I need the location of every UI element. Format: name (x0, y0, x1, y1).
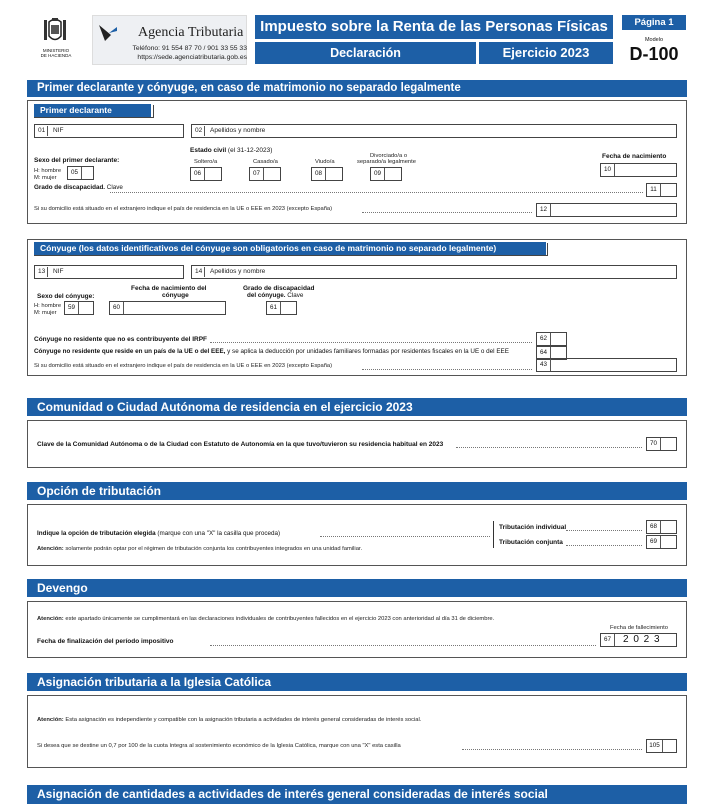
iglesia-attention-bold: Atención: (37, 717, 64, 723)
field-number-59: 59 (65, 302, 79, 314)
field-number-01: 01 (36, 126, 48, 136)
divorciado-label-1: Divorciado/a o (370, 153, 408, 159)
conyuge-no-residente-checkbox[interactable] (536, 332, 567, 346)
form-title: Impuesto sobre la Renta de las Personas Físicas (255, 15, 613, 39)
opcion-attention-rest: solamente podrán optar por el régimen de tributación conjunta los contribuyentes integrados en una unidad familiar. (63, 546, 363, 552)
section-title-iglesia: Asignación tributaria a la Iglesia Católica (27, 673, 687, 691)
devengo-fin-label: Fecha de finalización del período impositivo (37, 638, 174, 645)
field-number-69: 69 (647, 536, 661, 548)
fecha-fallecimiento-field[interactable] (600, 633, 677, 647)
field-number-14: 14 (193, 267, 205, 277)
field-number-12: 12 (537, 204, 551, 216)
conyuge-no-residente-label: Cónyuge no residente que no es contribuyente del IRPF (34, 336, 207, 343)
field-number-10: 10 (601, 164, 615, 176)
conyuge-discapacidad-label-1: Grado de discapacidad (243, 285, 315, 292)
section-title-declarantes: Primer declarante y cónyuge, en caso de matrimonio no separado legalmente (27, 80, 687, 97)
conyuge-discapacidad-text: del cónyuge. (247, 292, 286, 299)
section-title-comunidad: Comunidad o Ciudad Autónoma de residencia en el ejercicio 2023 (27, 398, 687, 416)
discapacidad-clave: Clave (105, 184, 123, 191)
conyuge-nacimiento-label-1: Fecha de nacimiento del (131, 285, 207, 292)
comunidad-clave-text: Clave de la Comunidad Autónoma o de la Ciudad con Estatuto de Autonomía en la que tuvo/tuvieron su residencia habitual en 2023 (37, 441, 444, 448)
agency-url: https://sede.agenciatributaria.gob.es (137, 54, 247, 61)
devengo-frame (27, 601, 687, 658)
field-number-13: 13 (36, 267, 48, 277)
conyuge-apellidos-field[interactable] (191, 265, 677, 279)
opcion-attention (37, 546, 362, 552)
form-subtitle-ejercicio: Ejercicio 2023 (479, 42, 613, 64)
tributacion-conjunta-checkbox[interactable] (646, 535, 677, 549)
field-number-61: 61 (267, 302, 281, 314)
pais-residencia-field-2[interactable] (536, 358, 677, 372)
pais-residencia-field-1[interactable] (536, 203, 677, 217)
agency-name: Agencia Tributaria (138, 25, 244, 40)
estado-civil-date: (el 31-12-2023) (226, 147, 273, 154)
conyuge-nacimiento-label-2: cónyuge (162, 292, 189, 299)
tab-conyuge: Cónyuge (los datos identificativos del cónyuge son obligatorios en caso de matrimonio no separado legalmente) (34, 242, 546, 255)
opcion-question (37, 530, 280, 537)
section-title-interes-social: Asignación de cantidades a actividades de interés general consideradas de interés social (27, 785, 687, 804)
conyuge-sexo-field[interactable] (64, 301, 94, 315)
tributacion-individual-label: Tributación individual (499, 524, 567, 531)
model-label: Modelo (644, 37, 664, 43)
field-number-43: 43 (537, 359, 551, 371)
section-title-opcion: Opción de tributación (27, 482, 687, 500)
iglesia-checkbox[interactable] (646, 739, 677, 753)
conyuge-ue-rest: y se aplica la deducción por unidades familiares formadas por residentes fiscales en la UE o del EEE (225, 348, 509, 355)
viudo-checkbox[interactable] (311, 167, 343, 181)
field-number-02: 02 (193, 126, 205, 136)
casado-checkbox[interactable] (249, 167, 281, 181)
comunidad-field[interactable] (646, 437, 677, 451)
sexo-opt-m: M: mujer (34, 175, 57, 181)
devengo-attention-bold: Atención: (37, 616, 64, 622)
tributacion-individual-checkbox[interactable] (646, 520, 677, 534)
iglesia-attention (37, 717, 421, 723)
viudo-label: Viudo/a (315, 159, 335, 165)
agency-block (92, 15, 247, 65)
conyuge-sexo-opt-m: M: mujer (34, 310, 57, 316)
field-number-05: 05 (68, 167, 82, 179)
discapacidad-text: Grado de discapacidad. (34, 184, 106, 191)
apellidos-nombre-field[interactable] (191, 124, 677, 138)
divorciado-label-2: separado/a legalmente (357, 159, 416, 165)
field-number-68: 68 (647, 521, 661, 533)
casado-label: Casado/a (253, 159, 278, 165)
discapacidad-field[interactable] (646, 183, 677, 197)
iglesia-frame (27, 695, 687, 768)
field-number-07: 07 (250, 168, 264, 180)
conyuge-ue-bold: Cónyuge no residente que reside en un país de la UE o del EEE, (34, 348, 226, 355)
page-number-label: Página 1 (622, 15, 686, 30)
ministry-line-2: DE HACIENDA (40, 53, 72, 58)
ministry-line-1: MINISTERIO (42, 48, 70, 53)
field-number-64: 64 (537, 347, 551, 359)
conyuge-ue-label (34, 348, 509, 355)
agency-logo-icon (99, 25, 117, 41)
field-number-70: 70 (647, 438, 661, 450)
soltero-label: Soltero/a (194, 159, 218, 165)
apellidos-label: Apellidos y nombre (210, 127, 266, 134)
field-number-09: 09 (371, 168, 385, 180)
tab-primer-declarante: Primer declarante (34, 104, 151, 117)
tributacion-conjunta-label: Tributación conjunta (499, 539, 563, 546)
field-number-08: 08 (312, 168, 326, 180)
section-title-devengo: Devengo (27, 579, 687, 597)
soltero-checkbox[interactable] (190, 167, 222, 181)
ministry-emblem-icon (41, 16, 69, 46)
conyuge-sexo-opt-h: H: hombre (34, 303, 62, 309)
agency-phone: Teléfono: 91 554 87 70 / 901 33 55 33 (132, 45, 247, 52)
field-number-11: 11 (647, 184, 661, 196)
extranjero-text-2: Si su domicilio está situado en el extranjero indique el país de residencia en la UE o EEE en 2023 (excepto España) (34, 363, 333, 369)
iglesia-text: Si desea que se destine un 0,7 por 100 de la cuota íntegra al sostenimiento económico de la Iglesia Católica, marque con una "X" esta casilla (37, 743, 401, 749)
opcion-question-bold: Indique la opción de tributación elegida (37, 530, 156, 537)
conyuge-nacimiento-field[interactable] (109, 301, 226, 315)
conyuge-discapacidad-clave: Clave (285, 292, 304, 299)
sexo-opt-h: H: hombre (34, 168, 62, 174)
devengo-attention-rest: este apartado únicamente se cumplimentará en las declaraciones individuales de contribuyentes fallecidos en el ejercicio 2023 con anterioridad al día 31 de diciembre. (63, 616, 495, 622)
estado-civil-text: Estado civil (190, 147, 227, 154)
divorciado-checkbox[interactable] (370, 167, 402, 181)
estado-civil-label (190, 147, 272, 154)
field-number-60: 60 (110, 302, 124, 314)
fecha-nacimiento-label: Fecha de nacimiento (602, 153, 667, 160)
field-number-62: 62 (537, 333, 551, 345)
ministry-name (34, 48, 78, 58)
discapacidad-label (34, 184, 123, 191)
field-number-67: 67 (601, 634, 615, 646)
nif-field[interactable] (34, 124, 184, 138)
devengo-attention (37, 616, 494, 622)
fecha-fallecimiento-label: Fecha de fallecimiento (610, 625, 669, 631)
conyuge-sexo-label: Sexo del cónyuge: (37, 293, 95, 300)
extranjero-text-1: Si su domicilio está situado en el extranjero indique el país de residencia en la UE o EEE en 2023 (excepto España) (34, 206, 333, 212)
fecha-nacimiento-field[interactable] (600, 163, 677, 177)
opcion-attention-bold: Atención: (37, 546, 64, 552)
model-code: D-100 (629, 44, 679, 64)
field-number-105: 105 (647, 740, 663, 752)
sexo-label: Sexo del primer declarante: (34, 157, 120, 164)
nif-label: NIF (53, 127, 64, 134)
comunidad-text (37, 441, 443, 448)
iglesia-attention-rest: Esta asignación es independiente y compatible con la asignación tributaria a actividades de interés general consideradas de interés social. (63, 717, 422, 723)
opcion-question-rest: (marque con una "X" la casilla que proceda) (155, 530, 281, 537)
form-subtitle-declaracion: Declaración (255, 42, 476, 64)
fallecimiento-year: 2 0 2 3 (623, 634, 661, 645)
conyuge-discapacidad-label-2 (247, 292, 303, 299)
conyuge-nif-field[interactable] (34, 265, 184, 279)
sexo-field[interactable] (67, 166, 94, 180)
conyuge-apellidos-label: Apellidos y nombre (210, 268, 266, 275)
conyuge-nif-label: NIF (53, 268, 64, 275)
field-number-06: 06 (191, 168, 205, 180)
conyuge-discapacidad-field[interactable] (266, 301, 297, 315)
